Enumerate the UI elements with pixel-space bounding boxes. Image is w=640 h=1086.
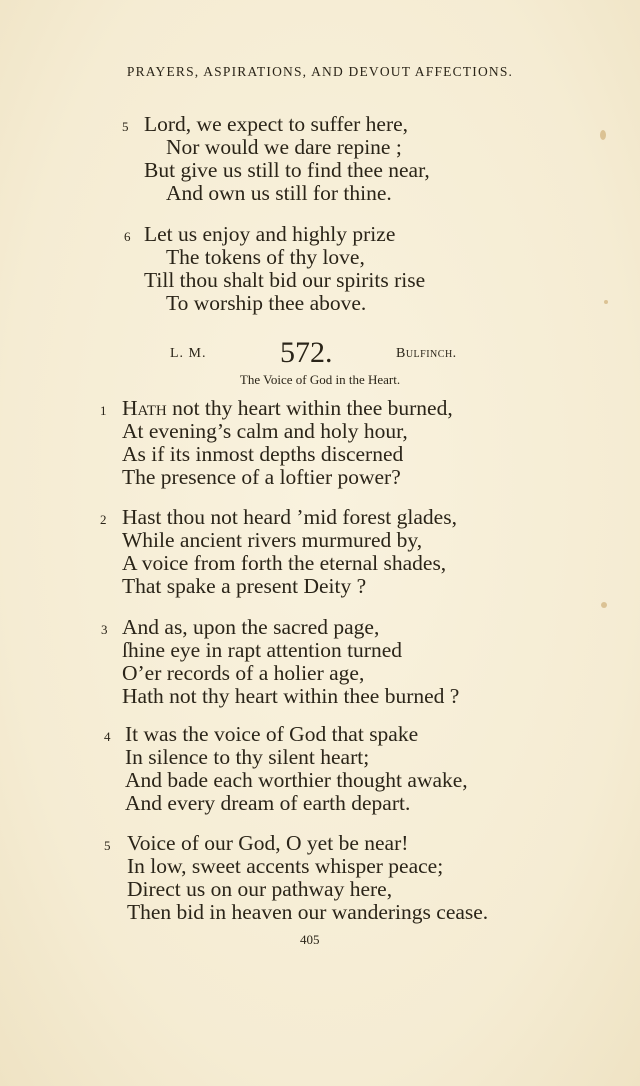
verse-line: The tokens of thy love, bbox=[166, 245, 365, 269]
verse-line: That spake a present Deity ? bbox=[122, 574, 367, 598]
verse-line bbox=[122, 397, 453, 420]
stanza-3 bbox=[101, 615, 460, 708]
verse-line: ſhine eye in rapt attention turned bbox=[122, 638, 403, 662]
stanza-number: 4 bbox=[104, 729, 111, 744]
stanza-number: 3 bbox=[101, 622, 108, 637]
verse-line: But give us still to find thee near, bbox=[144, 158, 430, 182]
verse-line: Then bid in heaven our wanderings cease. bbox=[127, 900, 489, 924]
verse-line: And every dream of earth depart. bbox=[125, 791, 411, 815]
foxing-speck bbox=[600, 130, 606, 140]
stanza-2 bbox=[100, 505, 457, 598]
verse-line: Lord, we expect to suffer here, bbox=[144, 112, 409, 136]
verse-line: Hast thou not heard ’mid forest glades, bbox=[122, 505, 457, 529]
verse-line: Nor would we dare repine ; bbox=[166, 135, 402, 159]
hymn-meter: L. M. bbox=[170, 346, 207, 361]
verse-line: In silence to thy silent heart; bbox=[125, 745, 370, 769]
verse-line: And bade each worthier thought awake, bbox=[125, 768, 468, 792]
verse-line-rest: not thy heart within thee burned, bbox=[166, 396, 453, 420]
verse-line: A voice from forth the eternal shades, bbox=[122, 551, 447, 575]
stanza-number: 5 bbox=[122, 119, 129, 134]
stanza-number: 2 bbox=[100, 512, 107, 527]
verse-line: Direct us on our pathway here, bbox=[127, 877, 393, 901]
verse-line: At evening’s calm and holy hour, bbox=[122, 419, 408, 443]
verse-line: To worship thee above. bbox=[166, 291, 367, 315]
hymn-title: The Voice of God in the Heart. bbox=[239, 372, 401, 387]
stanza-number: 1 bbox=[100, 403, 107, 418]
running-head: PRAYERS, ASPIRATIONS, AND DEVOUT AFFECTIONS. bbox=[126, 64, 514, 79]
hymn-author: Bulfinch. bbox=[396, 346, 457, 361]
verse-line: Till thou shalt bid our spirits rise bbox=[144, 268, 426, 292]
previous-stanza-6 bbox=[124, 222, 426, 315]
page-number: 405 bbox=[300, 932, 320, 947]
verse-line: And own us still for thine. bbox=[166, 181, 392, 205]
verse-line: While ancient rivers murmured by, bbox=[122, 528, 423, 552]
verse-line: Let us enjoy and highly prize bbox=[144, 222, 396, 246]
verse-line: The presence of a loftier power? bbox=[122, 465, 401, 489]
verse-line: O’er records of a holier age, bbox=[122, 661, 365, 685]
foxing-speck bbox=[604, 300, 608, 304]
previous-stanza-5 bbox=[122, 112, 430, 205]
foxing-speck bbox=[601, 602, 607, 608]
stanza-5 bbox=[104, 831, 489, 924]
hymn-header bbox=[0, 336, 640, 370]
first-word: Hath bbox=[122, 396, 167, 420]
verse-line: In low, sweet accents whisper peace; bbox=[127, 854, 444, 878]
verse-line: And as, upon the sacred page, bbox=[122, 615, 380, 639]
stanza-4 bbox=[104, 722, 468, 815]
verse-line: Voice of our God, O yet be near! bbox=[127, 831, 409, 855]
verse-line: It was the voice of God that spake bbox=[125, 722, 419, 746]
stanza-number: 6 bbox=[124, 229, 131, 244]
verse-line: As if its inmost depths discerned bbox=[122, 442, 404, 466]
stanza-number: 5 bbox=[104, 838, 111, 853]
stanza-1 bbox=[100, 396, 453, 489]
hymn-number: 572. bbox=[280, 336, 333, 369]
verse-line: Hath not thy heart within thee burned ? bbox=[122, 684, 460, 708]
